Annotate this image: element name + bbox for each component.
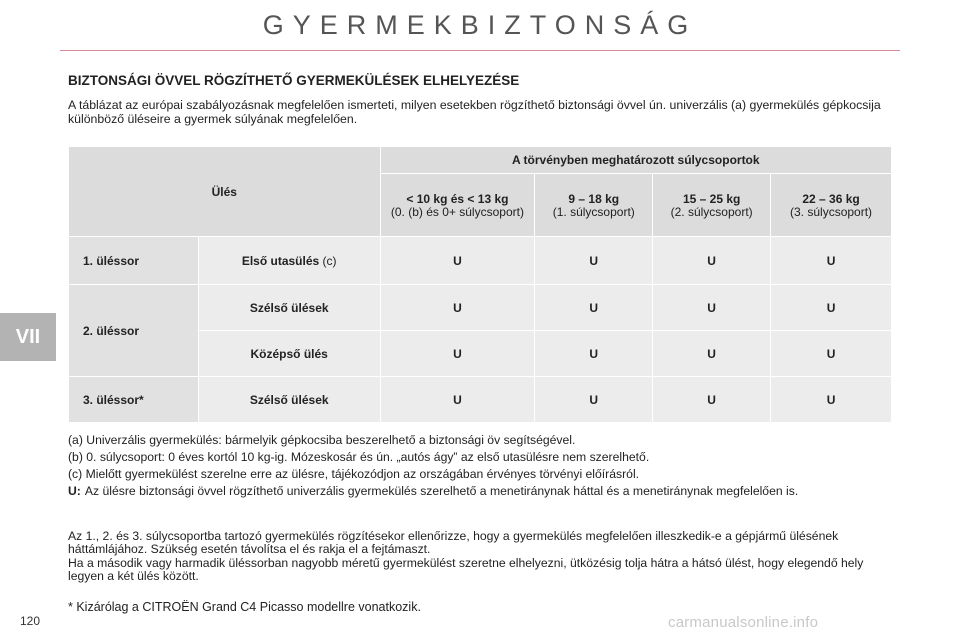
row-label: 1. üléssor [69, 237, 199, 285]
watermark-text: carmanualsonline.info [668, 614, 819, 631]
table-cell: U [771, 377, 892, 423]
column-header [380, 174, 535, 237]
column-header [535, 174, 653, 237]
table-cell: U [535, 377, 653, 423]
chapter-tab[interactable]: VII [0, 313, 56, 361]
table-cell: U [535, 331, 653, 377]
table-notes [68, 433, 894, 501]
page-header-title: GYERMEKBIZTONSÁG [262, 10, 698, 40]
note-u-text: Az ülésre biztonsági övvel rögzíthető univerzális gyermekülés szerelhető a menetiránynak háttal és a menetiránynak megfelelően is. [84, 484, 799, 498]
table-cell: U [535, 285, 653, 331]
footnote: * Kizárólag a CITROËN Grand C4 Picasso modellre vonatkozik. [68, 600, 421, 614]
note-a: (a) Univerzális gyermekülés: bármelyik gépkocsiba beszerelhető a biztonsági öv segítségével. [68, 433, 576, 447]
table-cell: U [380, 331, 535, 377]
body-paragraph: Az 1., 2. és 3. súlycsoportba tartozó gyermekülés rögzítésekor ellenőrizze, hogy a gyermekülés megfelelően illeszkedik-e a gépjármű ülésének háttámlájához. Szükség esetén távolítsa el és rakja el a fejtámaszt. [68, 529, 839, 556]
body-paragraph: Ha a második vagy harmadik üléssorban nagyobb méretű gyermekülést szeretne elhelyezni, ütközésig tolja hátra a hátsó ülést, hogy elegendő hely legyen a két ülés között. [68, 556, 864, 583]
page-number: 120 [20, 614, 41, 628]
table-cell: U [653, 237, 771, 285]
table-row [69, 237, 892, 285]
child-seat-table [68, 146, 892, 423]
column-label: 15 – 25 kg [682, 191, 741, 206]
table-cell: U [771, 331, 892, 377]
column-label: 9 – 18 kg [568, 191, 620, 206]
seat-cell [198, 237, 380, 285]
header-divider [60, 50, 900, 51]
seat-label: Szélső ülések [198, 377, 380, 423]
note-u [68, 484, 894, 498]
row-label: 2. üléssor [69, 285, 199, 377]
table-cell: U [380, 237, 535, 285]
column-sub: (3. súlycsoport) [790, 204, 873, 219]
row-label: 3. üléssor* [69, 377, 199, 423]
note-b: (b) 0. súlycsoport: 0 éves kortól 10 kg-ig. Mózeskosár és ún. „autós ágy” az első utasülésre nem szerelhető. [68, 450, 650, 464]
table-cell: U [535, 237, 653, 285]
table-cell: U [771, 237, 892, 285]
weight-group-header: A törvényben meghatározott súlycsoportok [380, 147, 891, 174]
table-cell: U [653, 285, 771, 331]
note-c: (c) Mielőtt gyermekülést szerelne erre az ülésre, tájékozódjon az országában érvényes törvényi előírásról. [68, 467, 640, 481]
seat-label: Szélső ülések [198, 285, 380, 331]
column-sub: (2. súlycsoport) [670, 204, 753, 219]
section-title: BIZTONSÁGI ÖVVEL RÖGZÍTHETŐ GYERMEKÜLÉSEK ELHELYEZÉSE [68, 73, 520, 88]
column-sub: (0. (b) és 0+ súlycsoport) [390, 204, 524, 219]
column-label: 22 – 36 kg [802, 191, 860, 206]
table-row [69, 285, 892, 331]
table-cell: U [380, 377, 535, 423]
note-u-key: U: [68, 484, 81, 498]
column-sub: (1. súlycsoport) [552, 204, 635, 219]
seat-note: (c) [322, 253, 337, 268]
seat-label: Középső ülés [198, 331, 380, 377]
table-row [69, 377, 892, 423]
intro-paragraph: A táblázat az európai szabályozásnak megfelelően ismerteti, milyen esetekben rögzíthető biztonsági övvel ún. univerzális (a) gyermekülés gépkocsija különböző üléseire a gyermek súlyának megfelelően. [68, 98, 881, 126]
seat-header-cell [69, 147, 381, 237]
column-header [653, 174, 771, 237]
column-label: < 10 kg és < 13 kg [406, 191, 509, 206]
table-cell: U [653, 377, 771, 423]
table-cell: U [653, 331, 771, 377]
table-cell: U [380, 285, 535, 331]
table-cell: U [771, 285, 892, 331]
seat-header: Ülés [211, 184, 237, 199]
seat-label: Első utasülés [241, 253, 320, 268]
column-header [771, 174, 892, 237]
